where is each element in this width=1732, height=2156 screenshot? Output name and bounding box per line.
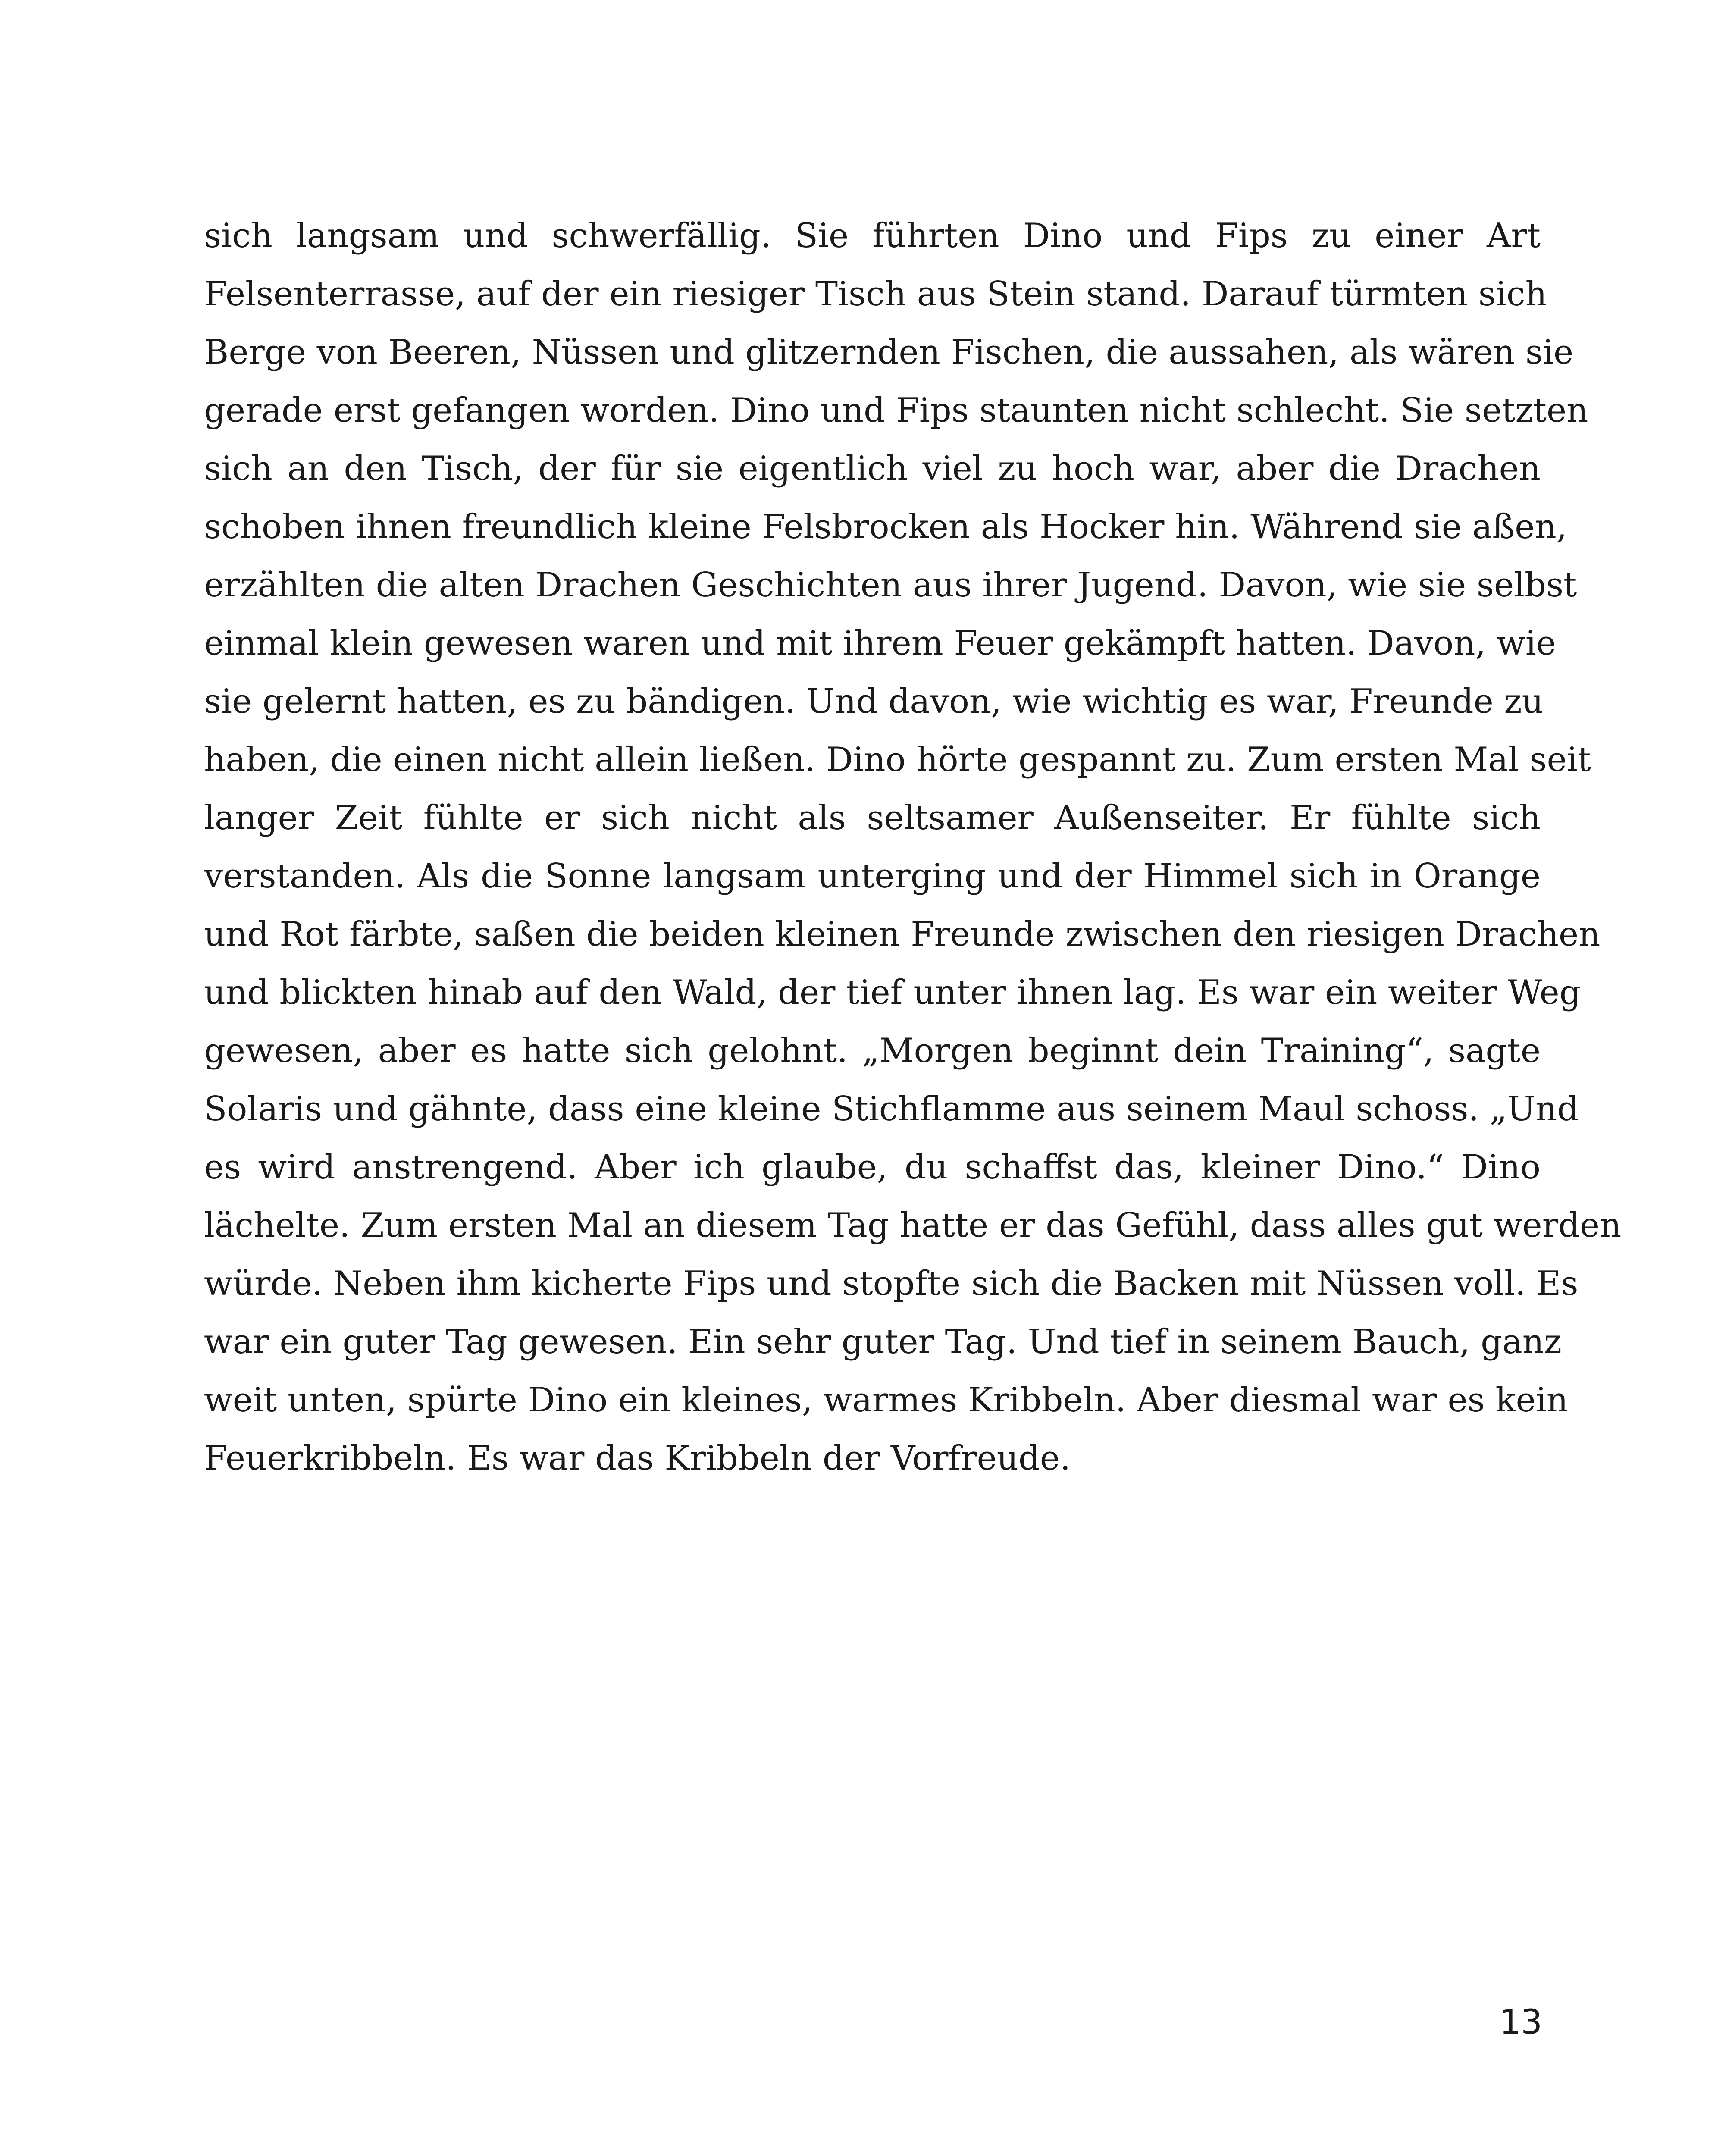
text-line: langer Zeit fühlte er sich nicht als seltsamer Außenseiter. Er fühlte sich <box>204 799 1541 837</box>
text-line: erzählten die alten Drachen Geschichten aus ihrer Jugend. Davon, wie sie selbst <box>204 566 1577 605</box>
text-line: es wird anstrengend. Aber ich glaube, du schaffst das, kleiner Dino.“ Dino <box>204 1148 1541 1187</box>
body-paragraph <box>204 207 1622 1488</box>
text-line: verstanden. Als die Sonne langsam unterging und der Himmel sich in Orange <box>204 857 1541 896</box>
page-number: 13 <box>1499 2003 1542 2042</box>
text-line: gewesen, aber es hatte sich gelohnt. „Morgen beginnt dein Training“, sagte <box>204 1031 1541 1070</box>
text-line: war ein guter Tag gewesen. Ein sehr guter Tag. Und tief in seinem Bauch, ganz <box>204 1322 1562 1361</box>
text-line: sich an den Tisch, der für sie eigentlich viel zu hoch war, aber die Drachen <box>204 449 1541 488</box>
text-line: Berge von Beeren, Nüssen und glitzernden Fischen, die aussahen, als wären sie <box>204 333 1574 372</box>
text-line: weit unten, spürte Dino ein kleines, warmes Kribbeln. Aber diesmal war es kein <box>204 1381 1569 1420</box>
text-line: sie gelernt hatten, es zu bändigen. Und davon, wie wichtig es war, Freunde zu <box>204 682 1544 721</box>
text-line: haben, die einen nicht allein ließen. Dino hörte gespannt zu. Zum ersten Mal seit <box>204 740 1591 779</box>
text-line: sich langsam und schwerfällig. Sie führten Dino und Fips zu einer Art <box>204 216 1541 255</box>
text-line: und blickten hinab auf den Wald, der tief unter ihnen lag. Es war ein weiter Weg <box>204 973 1581 1012</box>
text-line: einmal klein gewesen waren und mit ihrem Feuer gekämpft hatten. Davon, wie <box>204 624 1556 663</box>
text-line: und Rot färbte, saßen die beiden kleinen Freunde zwischen den riesigen Drachen <box>204 915 1600 954</box>
text-line: Solaris und gähnte, dass eine kleine Stichflamme aus seinem Maul schoss. „Und <box>204 1090 1579 1128</box>
text-line: Feuerkribbeln. Es war das Kribbeln der Vorfreude. <box>204 1439 1071 1478</box>
text-line: schoben ihnen freundlich kleine Felsbrocken als Hocker hin. Während sie aßen, <box>204 508 1567 546</box>
text-line: gerade erst gefangen worden. Dino und Fips staunten nicht schlecht. Sie setzten <box>204 391 1588 430</box>
text-line: Felsenterrasse, auf der ein riesiger Tisch aus Stein stand. Darauf türmten sich <box>204 275 1547 313</box>
text-line: lächelte. Zum ersten Mal an diesem Tag hatte er das Gefühl, dass alles gut werden <box>204 1206 1622 1245</box>
text-line: würde. Neben ihm kicherte Fips und stopfte sich die Backen mit Nüssen voll. Es <box>204 1264 1579 1303</box>
